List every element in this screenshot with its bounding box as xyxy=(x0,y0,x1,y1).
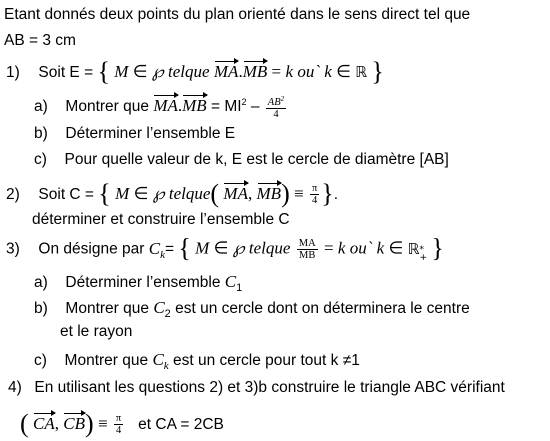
comma: , xyxy=(247,184,253,203)
question-3b-line-2: et le rayon xyxy=(60,323,133,340)
point-m: M xyxy=(115,184,130,203)
k-variable: k xyxy=(337,238,346,258)
vector-mb: MB xyxy=(257,180,282,204)
telque-text: telque xyxy=(168,62,210,81)
fraction-denominator: 4 xyxy=(115,425,122,437)
fraction-numerator: $AB^2$ xyxy=(267,94,285,108)
question-1-number: 1) xyxy=(6,64,20,81)
question-3 xyxy=(6,233,444,265)
element-of-symbol-2: ∈ xyxy=(336,62,351,81)
fraction-numerator: π xyxy=(115,413,122,425)
close-brace: } xyxy=(371,57,384,86)
question-3-lead: On désigne par xyxy=(38,240,149,258)
k-variable: k xyxy=(285,62,293,81)
fraction-denominator: 4 xyxy=(273,108,279,120)
question-3-number: 3) xyxy=(6,240,20,258)
question-1 xyxy=(6,57,384,86)
equals-sign: = xyxy=(164,240,179,258)
equals-sign-2: = xyxy=(323,238,334,258)
element-of-symbol: ∈ xyxy=(133,184,149,203)
question-4-condition xyxy=(20,410,224,436)
question-3c xyxy=(34,350,360,376)
question-3b-text-2: est un cercle dont on déterminera le centre xyxy=(170,300,470,317)
question-1a xyxy=(34,92,288,120)
question-2-lead: Soit C = xyxy=(38,186,99,203)
element-of-symbol-2: ∈ xyxy=(388,238,404,258)
period: . xyxy=(333,186,339,203)
open-paren: ( xyxy=(210,179,220,208)
open-brace: { xyxy=(97,57,110,86)
question-2-number: 2) xyxy=(6,186,20,203)
c-k-symbol: $C_k$ xyxy=(152,350,169,372)
c-k-symbol: $C_k$ xyxy=(148,238,165,261)
question-3b-label: b) xyxy=(34,300,48,317)
close-paren: ) xyxy=(85,409,94,438)
question-3c-text-2: est un cercle pour tout k ≠1 xyxy=(168,352,360,369)
question-1c xyxy=(34,150,449,170)
open-paren: ( xyxy=(20,409,29,438)
plane-symbol: ℘ xyxy=(151,62,164,81)
square-exponent: 2 xyxy=(241,97,247,107)
positive-reals-symbol: ℝ * + xyxy=(407,239,428,263)
open-brace: { xyxy=(178,233,191,263)
element-of-symbol: ∈ xyxy=(132,62,148,81)
vector-ma: MA xyxy=(153,92,178,116)
question-3c-text-1: Montrer que xyxy=(64,352,153,369)
question-3c-label: c) xyxy=(34,352,47,369)
vector-cb: CB xyxy=(63,410,85,434)
vector-ma: MA xyxy=(223,180,248,204)
question-3a-text: Déterminer l’ensemble xyxy=(65,274,225,291)
fraction-denominator: MB xyxy=(299,250,316,261)
question-1c-label: c) xyxy=(34,151,47,168)
minus-sign: – xyxy=(246,98,264,115)
question-3b-text-1: Montrer que xyxy=(65,300,154,317)
equiv-symbol: ≡ xyxy=(98,414,108,433)
fraction-denominator: 4 xyxy=(311,195,318,207)
vector-mb: MB xyxy=(243,58,268,82)
equals-sign: = xyxy=(271,62,282,81)
close-brace: } xyxy=(431,233,444,263)
question-3a xyxy=(34,272,242,298)
question-2 xyxy=(6,180,338,206)
question-4 xyxy=(8,378,505,398)
ou-k-text: ou` k xyxy=(349,238,385,258)
vector-mb: MB xyxy=(182,92,207,116)
question-4-number: 4) xyxy=(8,379,22,396)
dot-operator: . xyxy=(238,62,243,81)
telque-text: telque xyxy=(168,184,211,203)
comma: , xyxy=(54,414,59,433)
close-brace: } xyxy=(321,179,334,208)
equiv-symbol: ≡ xyxy=(294,184,304,203)
question-1-lead: Soit E = xyxy=(38,64,98,81)
fraction-numerator: π xyxy=(311,183,318,195)
point-m: M xyxy=(195,238,210,258)
telque-text: telque xyxy=(248,238,291,258)
question-1b xyxy=(34,124,235,144)
question-3a-label: a) xyxy=(34,274,48,291)
vector-ma: MA xyxy=(214,58,239,82)
pi-over-4 xyxy=(310,183,319,206)
reals-symbol: ℝ xyxy=(355,63,368,81)
open-brace: { xyxy=(98,179,111,208)
question-1b-text: Déterminer l’ensemble E xyxy=(65,125,236,142)
point-m: M xyxy=(114,62,129,81)
pi-over-4 xyxy=(114,413,123,436)
ca-equals-2cb: et CA = 2CB xyxy=(129,416,224,433)
intro-line-2: AB = 3 cm xyxy=(4,32,76,49)
ab-squared-over-4 xyxy=(266,94,286,120)
question-1b-label: b) xyxy=(34,125,48,142)
fraction-numerator: MA xyxy=(298,238,316,249)
question-1c-text: Pour quelle valeur de k, E est le cercle de diamètre [AB] xyxy=(64,151,449,168)
c-1-symbol: $C_1$ xyxy=(224,272,243,294)
vector-ca: CA xyxy=(33,410,55,434)
mi-term: = MI xyxy=(206,98,242,115)
question-1a-label: a) xyxy=(34,98,48,115)
c-2-symbol: $C_2$ xyxy=(153,298,171,320)
close-paren: ) xyxy=(281,179,290,208)
question-4-text: En utilisant les questions 2) et 3)b construire le triangle ABC vérifiant xyxy=(34,379,505,396)
intro-line-1: Etant donnés deux points du plan orienté dans le sens direct tel que xyxy=(4,6,471,23)
question-1a-text: Montrer que xyxy=(65,98,154,115)
ma-over-mb xyxy=(297,238,318,261)
element-of-symbol: ∈ xyxy=(213,238,229,258)
plane-symbol: ℘ xyxy=(232,238,245,258)
ou-k-text: ou` k xyxy=(297,62,332,81)
dot-operator: . xyxy=(177,96,183,115)
plane-symbol: ℘ xyxy=(152,184,165,203)
question-2-line-2: déterminer et construire l’ensemble C xyxy=(32,211,290,228)
question-3b xyxy=(34,298,470,324)
